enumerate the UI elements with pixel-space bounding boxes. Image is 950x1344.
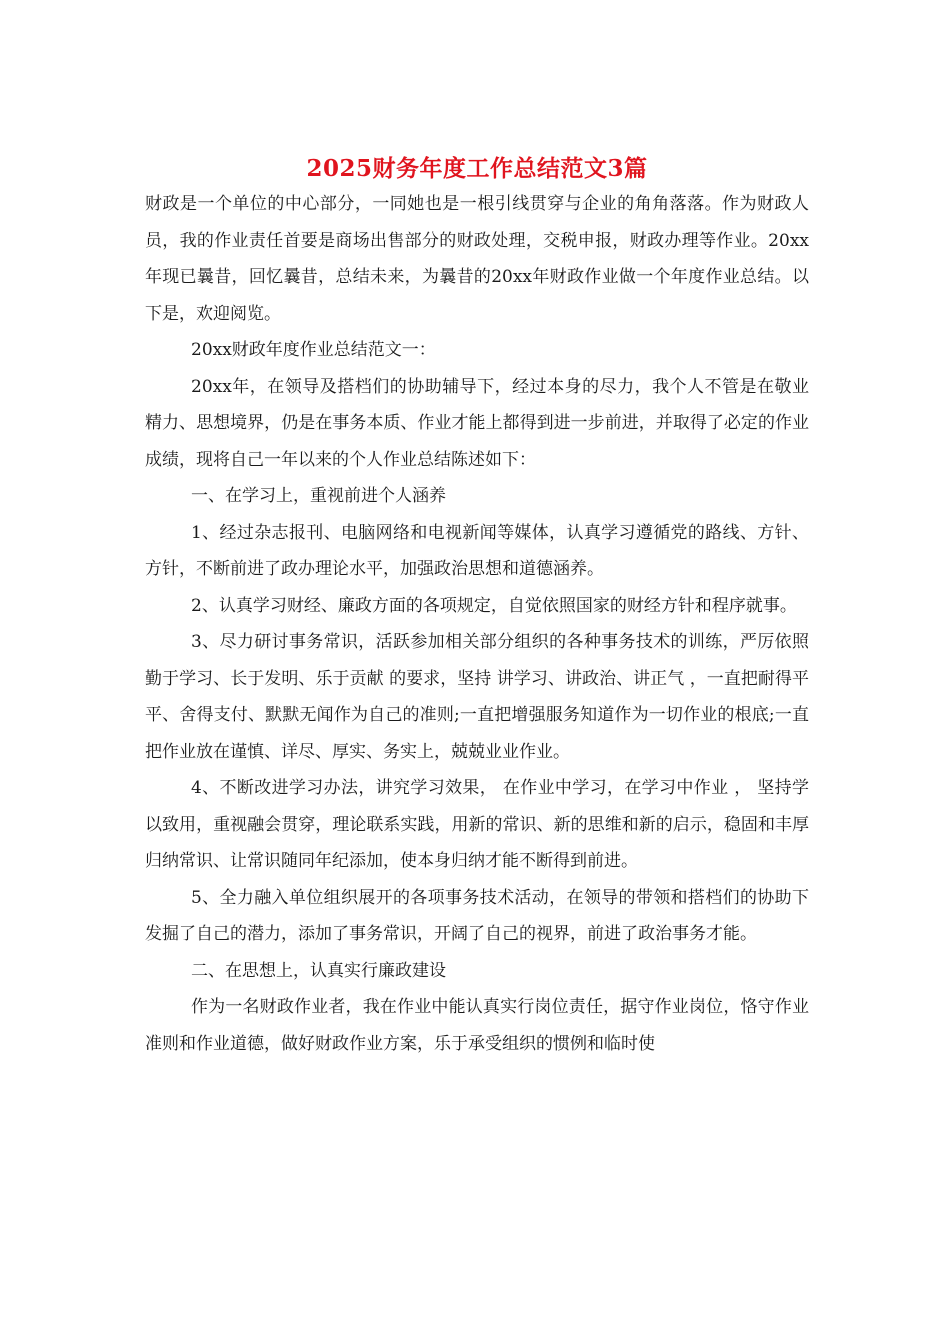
- document-title: 2025财务年度工作总结范文3篇: [306, 155, 648, 182]
- document-page: [145, 152, 809, 1062]
- numbered-paragraph: 4、不断改进学习办法，讲究学习效果， 在作业中学习，在学习中作业 ， 坚持学以致用，重视融会贯穿，理论联系实践，用新的常识、新的思维和新的启示，稳固和丰厚归纳常识、让常识随同年纪添加，使本身归纳才能不断得到前进。: [145, 778, 809, 871]
- numbered-paragraph: 2、认真学习财经、廉政方面的各项规定，自觉依照国家的财经方针和程序就事。: [191, 595, 797, 616]
- section-heading: 一、在学习上，重视前进个人涵养: [191, 486, 446, 506]
- section-heading-sample-one: 20xx财政年度作业总结范文一：: [191, 340, 436, 360]
- section-heading: 二、在思想上，认真实行廉政建设: [191, 960, 446, 981]
- body-paragraph: 作为一名财政作业者，我在作业中能认真实行岗位责任，据守作业岗位，恪守作业准则和作业道德，做好财政作业方案，乐于承受组织的惯例和临时使: [145, 997, 809, 1054]
- intro-paragraph: 财政是一个单位的中心部分，一同她也是一根引线贯穿与企业的角角落落。作为财政人员，我的作业责任首要是商场出售部分的财政处理，交税申报，财政办理等作业。20xx年现已曩昔，回忆曩昔，总结未来，为曩昔的20xx年财政作业做一个年度作业总结。以下是，欢迎阅览。: [145, 194, 809, 324]
- numbered-paragraph: 1、经过杂志报刊、电脑网络和电视新闻等媒体，认真学习遵循党的路线、方针、方针，不断前进了政办理论水平，加强政治思想和道德涵养。: [145, 522, 809, 579]
- numbered-paragraph: 3、尽力研讨事务常识，活跃参加相关部分组织的各种事务技术的训练，严厉依照 勤于学习、长于发明、乐于贡献 的要求，坚持 讲学习、讲政治、讲正气 ，一直把耐得平平、舍得支付、默默无闻作为自己的准则;一直把增强服务知道作为一切作业的根底;一直把作业放在谨慎、详尽、厚实、务实上，兢兢业业作业。: [145, 632, 809, 762]
- body-paragraph: 20xx年，在领导及搭档们的协助辅导下，经过本身的尽力，我个人不管是在敬业精力、思想境界，仍是在事务本质、作业才能上都得到进一步前进，并取得了必定的作业成绩，现将自己一年以来的个人作业总结陈述如下：: [145, 376, 809, 470]
- numbered-paragraph: 5、全力融入单位组织展开的各项事务技术活动，在领导的带领和搭档们的协助下发掘了自己的潜力，添加了事务常识，开阔了自己的视界，前进了政治事务才能。: [145, 887, 809, 944]
